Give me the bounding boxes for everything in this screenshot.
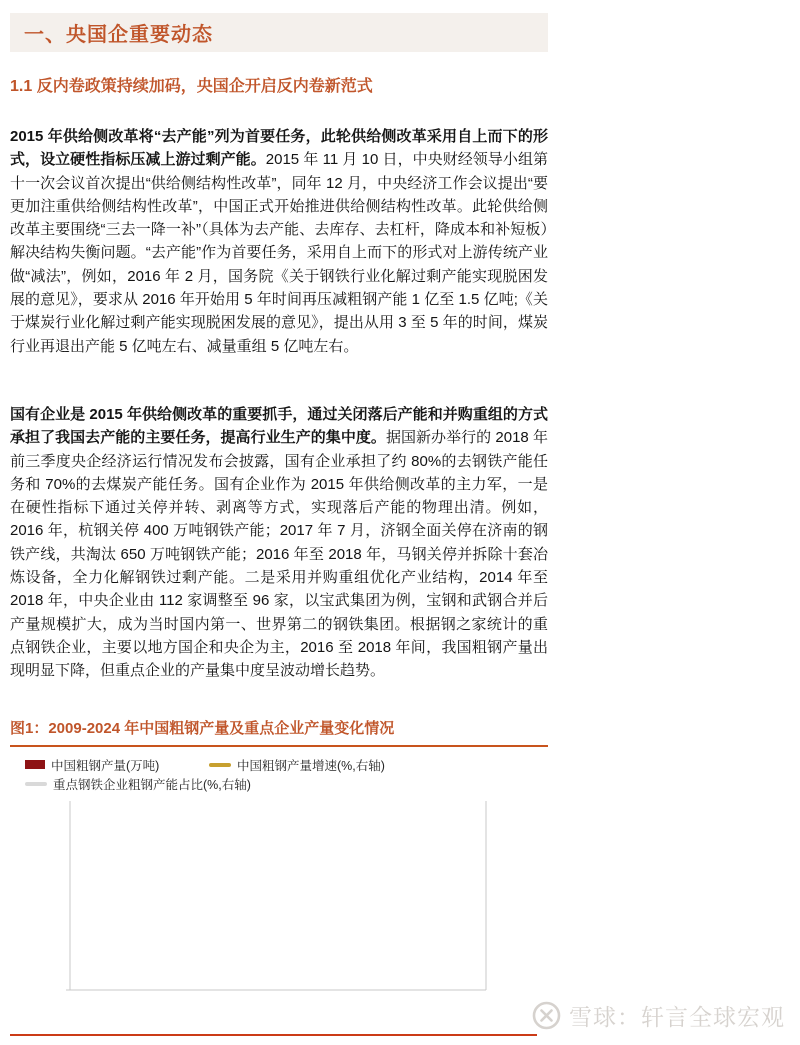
watermark xyxy=(531,999,785,1032)
legend-item-growth xyxy=(209,756,385,774)
paragraph-2-lead: 国有企业是 2015 年供给侧改革的重要抓手，通过关闭落后产能和并购重组的方式承担了我国去产能的主要任务，提高行业生产的集中度。 xyxy=(10,406,548,447)
paragraph-1-body: 2015 年 11 月 10 日，中央财经领导小组第十一次会议首次提出“供给侧结构性改革”，同年 12 月，中央经济工作会议提出“要更加注重供给侧结构性改革”，中国正式开始推进供给侧结构性改革。此轮供给侧改革主要围绕“三去一降一补”（具体为去产能、去库存、去杠杆，降成本和补短板）解决结构失衡问题。“去产能”作为首要任务，采用自上而下的形式对上游传统产业做“减法”，例如，2016 年 2 月，国务院《关于钢铁行业化解过剩产能实现脱困发展的意见》，要求从 2016 年开始用 5 年时间再压减粗钢产能 1 亿至 1.5 亿吨;《关于煤炭行业化解过剩产能实现脱困发展的意见》，提出从用 3 至 5 年的时间，煤炭行业再退出产能 5 亿吨左右、减量重组 5 亿吨左右。 xyxy=(10,151,548,355)
xueqiu-logo-icon xyxy=(531,1000,562,1031)
line-swatch-gray-icon xyxy=(25,782,47,786)
legend-label-growth: 中国粗钢产量增速(%,右轴) xyxy=(237,758,385,773)
legend-label-production: 中国粗钢产量(万吨) xyxy=(51,758,160,773)
chart-area xyxy=(0,793,548,1045)
figure-title: 图1：2009-2024 年中国粗钢产量及重点企业产量变化情况 xyxy=(10,718,548,747)
legend-row-1 xyxy=(25,755,548,774)
legend-row-2 xyxy=(25,774,548,793)
section-heading: 一、央国企重要动态 xyxy=(24,24,213,46)
figure-1 xyxy=(10,718,548,1045)
paragraph-supply-side-reform xyxy=(10,125,548,383)
legend-item-share xyxy=(25,775,251,793)
figure-bottom-rule xyxy=(10,1034,537,1036)
steel-production-chart xyxy=(0,793,545,1041)
bar-swatch-icon xyxy=(25,760,45,769)
subsection-heading: 1.1 反内卷政策持续加码，央国企开启反内卷新范式 xyxy=(10,78,373,95)
chart-legend xyxy=(10,755,548,793)
paragraph-2-body: 据国新办举行的 2018 年前三季度央企经济运行情况发布会披露，国有企业承担了约 80%的去钢铁产能任务和 70%的去煤炭产能任务。国有企业作为 2015 年供给侧改革的主力军，一是在硬性指标下通过关停并转、剥离等方式，实现落后产能的物理出清。例如，2016 年，杭钢关停 400 万吨钢铁产能；2017 年 7 月，济钢全面关停在济南的钢铁产线，共淘汰 650 万吨钢铁产能；2016 年至 2018 年，马钢关停并拆除十套冶炼设备，全力化解钢铁过剩产能。二是采用并购重组优化产业结构，2014 年至 2018 年，中央企业由 112 家调整至 96 家，以宝武集团为例，宝钢和武钢合并后产量规模扩大，成为当时国内第一、世界第二的钢铁集团。根据钢之家统计的重点钢铁企业，主要以地方国企和央企为主，2016 至 2018 年间，我国粗钢产量出现明显下降，但重点企业的产量集中度呈波动增长趋势。 xyxy=(10,429,548,680)
paragraph-1-lead: 2015 年供给侧改革将“去产能”列为首要任务，此轮供给侧改革采用自上而下的形式，设立硬性指标压减上游过剩产能。 xyxy=(10,128,548,169)
line-swatch-gold-icon xyxy=(209,763,231,767)
watermark-text: 雪球：轩言全球宏观 xyxy=(569,1004,785,1030)
paragraph-soe-role xyxy=(10,403,548,705)
legend-label-share: 重点钢铁企业粗钢产能占比(%,右轴) xyxy=(53,777,251,792)
section-heading-bar xyxy=(10,13,548,52)
legend-item-production xyxy=(25,756,195,774)
